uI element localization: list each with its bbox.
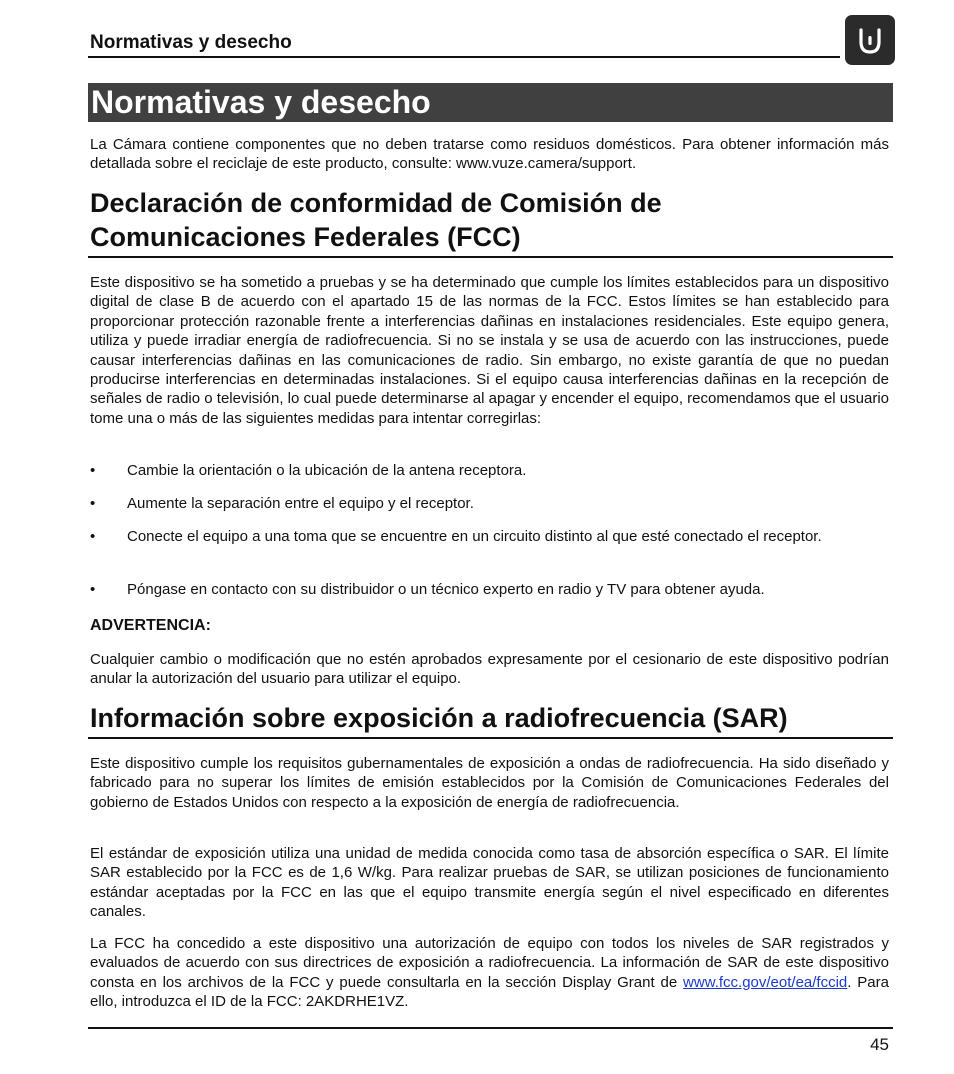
running-title: Normativas y desecho: [90, 32, 292, 53]
fcc-heading-line1: Declaración de conformidad de Comisión de: [90, 188, 662, 218]
warning-label: ADVERTENCIA:: [90, 617, 211, 634]
list-item: • Aumente la separación entre el equipo y el receptor.: [90, 495, 474, 512]
vuze-logo-icon: [845, 15, 895, 65]
fcc-measures-list: [88, 494, 889, 513]
bullet-icon: •: [90, 495, 96, 512]
section-title-bar: [88, 83, 893, 122]
fcc-measures-list: [88, 461, 889, 480]
list-item: • Cambie la orientación o la ubicación de la antena receptora.: [90, 462, 527, 479]
bullet-icon: •: [90, 462, 96, 479]
warning-text: Cualquier cambio o modificación que no estén aprobados expresamente por el cesionario de este dispositivo podrían anular la autorización del usuario para utilizar el equipo.: [90, 651, 889, 688]
bullet-icon: •: [90, 528, 96, 545]
fcc-body: Este dispositivo se ha sometido a pruebas y se ha determinado que cumple los límites establecidos para un dispositivo digital de clase B de acuerdo con el apartado 15 de las normas de la FCC. Estos límites se han establecido para proporcionar protección razonable frente a interferencias dañinas en instalaciones residenciales. Este equipo genera, utiliza y puede irradiar energía de radiofrecuencia. Si no se instala y se usa de acuerdo con las instrucciones, puede causar interferencias dañinas en las comunicaciones de radio. Sin embargo, no existe garantía de que no puedan producirse interferencias en determinadas instalaciones. Si el equipo causa interferencias dañinas en la recepción de señales de radio o televisión, lo cual puede determinarse al apagar y encender el equipo, recomendamos que el usuario tome una o más de las siguientes medidas para intentar corregirlas:: [90, 274, 889, 427]
sar-heading-rule: [88, 737, 893, 739]
sar-paragraph-3: La FCC ha concedido a este dispositivo una autorización de equipo con todos los niveles de SAR registrados y evaluados de acuerdo con sus directrices de exposición a radiofrecuencia. La información de SAR de este dispositivo consta en los archivos de la FCC y puede consultarla en la sección Display Grant de www.fcc.gov/eot/ea/fccid. Para ello, introduzca el ID de la FCC: 2AKDRHE1VZ.: [90, 935, 889, 1011]
fcc-measures-list: [88, 580, 889, 599]
page-title: Normativas y desecho: [91, 84, 431, 120]
sar-paragraph-2: El estándar de exposición utiliza una unidad de medida conocida como tasa de absorción específica o SAR. El límite SAR establecido por la FCC es de 1,6 W/kg. Para realizar pruebas de SAR, se utilizan posiciones de funcionamiento estándar aceptadas por la FCC en las que el equipo transmite energía según el nivel especificado en diferentes canales.: [90, 845, 889, 921]
page-number: 45: [870, 1035, 889, 1054]
fcc-measures-list: [88, 527, 889, 546]
fcc-heading-line2: Comunicaciones Federales (FCC): [90, 222, 521, 252]
intro-paragraph: La Cámara contiene componentes que no deben tratarse como residuos domésticos. Para obtener información más detallada sobre el reciclaje de este producto, consulte: www.vuze.camera/support.: [90, 136, 889, 173]
list-item: • Conecte el equipo a una toma que se encuentre en un circuito distinto al que esté conectado el receptor.: [90, 528, 822, 545]
sar-heading: Información sobre exposición a radiofrecuencia (SAR): [90, 703, 788, 733]
footer-rule: [88, 1027, 893, 1029]
bullet-icon: •: [90, 581, 96, 598]
fcc-heading-rule: [88, 256, 893, 258]
sar-paragraph-1: Este dispositivo cumple los requisitos gubernamentales de exposición a ondas de radiofrecuencia. Ha sido diseñado y fabricado para no superar los límites de emisión establecidos por la Comisión de Comunicaciones Federales del gobierno de Estados Unidos con respecto a la exposición de energía de radiofrecuencia.: [90, 755, 889, 811]
fcc-id-link[interactable]: www.fcc.gov/eot/ea/fccid: [683, 973, 848, 991]
list-item: • Póngase en contacto con su distribuidor o un técnico experto en radio y TV para obtener ayuda.: [90, 581, 765, 598]
running-header: [88, 30, 840, 58]
fcc-heading: [90, 186, 890, 254]
